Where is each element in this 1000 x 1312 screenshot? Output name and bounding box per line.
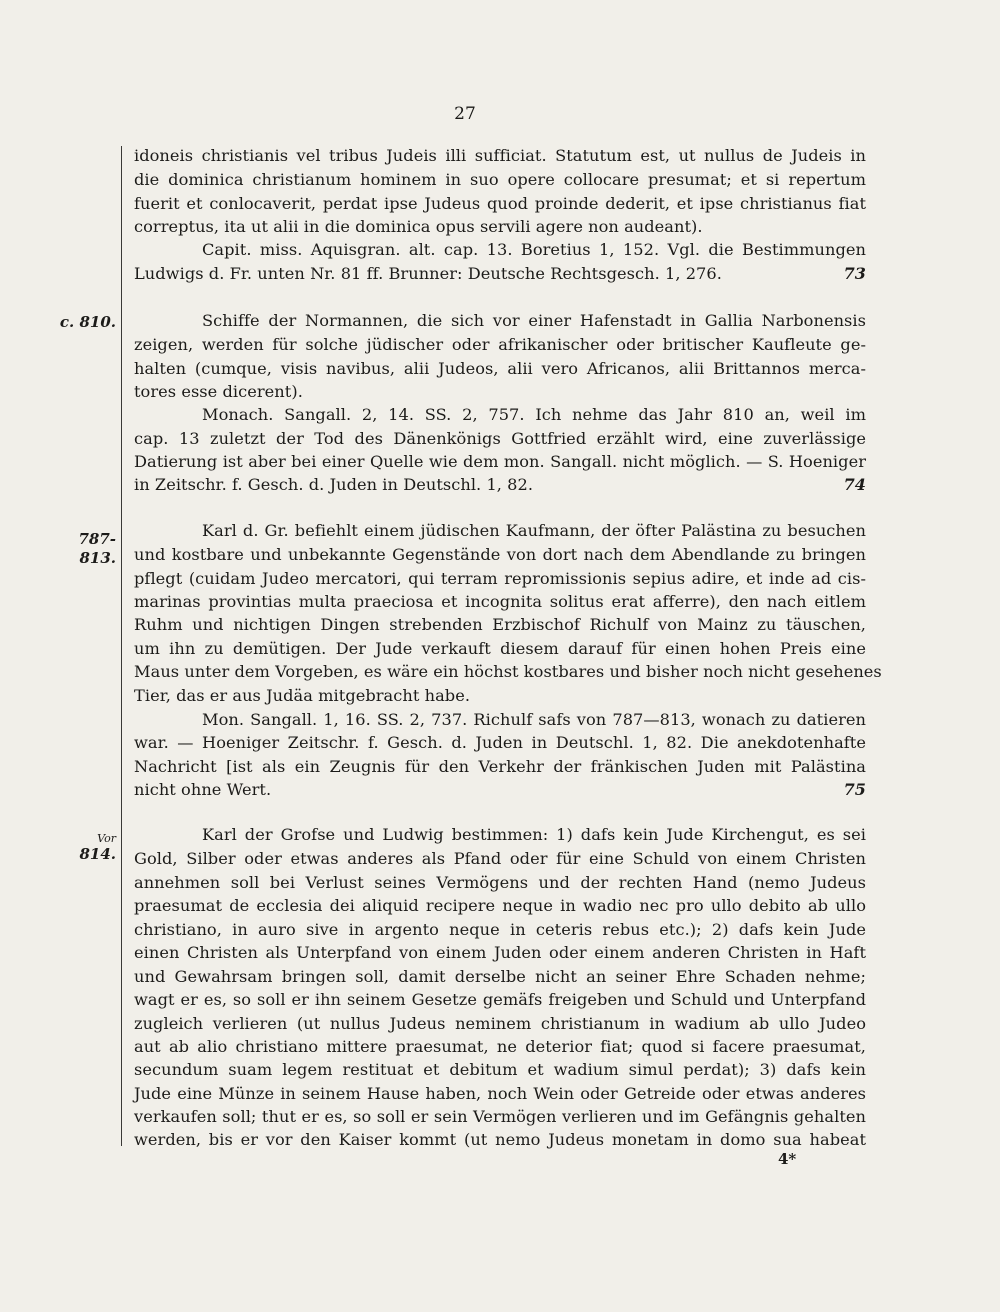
text-line: zeigen, werden für solche jüdischer oder afrikanischer oder britischer Kaufleute ge-	[134, 335, 866, 354]
text-line: um ihn zu demütigen. Der Jude verkauft diesem darauf für einen hohen Preis eine	[134, 639, 866, 658]
entry-number-73: 73	[843, 264, 866, 283]
signature-mark: 4*	[778, 1150, 797, 1168]
text-line: nicht ohne Wert.	[134, 780, 272, 799]
text-line: war. — Hoeniger Zeitschr. f. Gesch. d. Juden in Deutschl. 1, 82. Die anekdotenhafte	[134, 733, 866, 752]
margin-rule	[121, 146, 122, 1146]
text-line: Maus unter dem Vorgeben, es wäre ein höchst kostbares und bisher noch nicht gesehenes	[134, 662, 882, 681]
text-line: verkaufen soll; thut er es, so soll er sein Vermögen verlieren und im Gefängnis gehalten	[134, 1107, 866, 1126]
text-line: Monach. Sangall. 2, 14. SS. 2, 757. Ich nehme das Jahr 810 an, weil im	[202, 405, 866, 424]
margin-date-vor-814	[46, 832, 116, 864]
text-line: die dominica christianum hominem in suo opere collocare presumat; et si repertum	[134, 170, 866, 189]
text-line: secundum suam legem restituat et debitum et wadium simul perdat); 3) dafs kein	[134, 1060, 866, 1079]
text-line: einen Christen als Unterpfand von einem Juden oder einem anderen Christen in Haft	[134, 943, 866, 962]
text-line: fuerit et conlocaverit, perdat ipse Judeus quod proinde dederit, et ipse christianus fiat	[134, 194, 866, 213]
text-line: Datierung ist aber bei einer Quelle wie dem mon. Sangall. nicht möglich. — S. Hoeniger	[134, 452, 866, 471]
text-line: Capit. miss. Aquisgran. alt. cap. 13. Boretius 1, 152. Vgl. die Bestimmungen	[202, 240, 866, 259]
entry-number-75: 75	[843, 780, 866, 799]
text-line: cap. 13 zuletzt der Tod des Dänenkönigs Gottfried erzählt wird, eine zuverlässige	[134, 429, 866, 448]
text-line-with-number	[134, 474, 866, 496]
text-line: halten (cumque, visis navibus, alii Judeos, alii vero Africanos, alii Brittannos merca-	[134, 359, 866, 378]
text-line: wagt er es, so soll er ihn seinem Gesetze gemäfs freigeben und Schuld und Unterpfand	[134, 990, 866, 1009]
text-line: Jude eine Münze in seinem Hause haben, noch Wein oder Getreide oder etwas anderes	[134, 1084, 866, 1103]
margin-date-814: 814.	[79, 845, 116, 863]
text-line: Schiffe der Normannen, die sich vor einer Hafenstadt in Gallia Narbonensis	[202, 311, 866, 330]
text-line: praesumat de ecclesia dei aliquid recipere neque in wadio nec pro ullo debito ab ullo	[134, 896, 866, 915]
text-line: pflegt (cuidam Judeo mercatori, qui terram repromissionis sepius adire, et inde ad cis-	[134, 569, 866, 588]
text-line: Nachricht [ist als ein Zeugnis für den Verkehr der fränkischen Juden mit Palästina	[134, 757, 866, 776]
text-line: tores esse dicerent).	[134, 382, 303, 401]
text-line: werden, bis er vor den Kaiser kommt (ut nemo Judeus monetam in domo sua habeat	[134, 1130, 866, 1149]
text-line: zugleich verlieren (ut nullus Judeus neminem christianum in wadium ab ullo Judeo	[134, 1014, 866, 1033]
text-line-with-number	[134, 779, 866, 801]
text-line: annehmen soll bei Verlust seines Vermögens und der rechten Hand (nemo Judeus	[134, 873, 866, 892]
text-line: Gold, Silber oder etwas anderes als Pfand oder für eine Schuld von einem Christen	[134, 849, 866, 868]
page-number: 27	[454, 104, 476, 124]
text-line: correptus, ita ut alii in die dominica opus servili agere non audeant).	[134, 217, 703, 236]
text-line-with-number	[134, 263, 866, 285]
text-line: und Gewahrsam bringen soll, damit derselbe nicht an seiner Ehre Schaden nehme;	[134, 967, 866, 986]
text-line: Ludwigs d. Fr. unten Nr. 81 ff. Brunner: Deutsche Rechtsgesch. 1, 276.	[134, 264, 722, 283]
margin-date-787-813-line2: 813.	[79, 549, 116, 567]
text-line: und kostbare und unbekannte Gegenstände von dort nach dem Abendlande zu bringen	[134, 545, 866, 564]
margin-date-c810: c. 810.	[59, 313, 116, 331]
text-line: Mon. Sangall. 1, 16. SS. 2, 737. Richulf safs von 787—813, wonach zu datieren	[202, 710, 866, 729]
text-line: marinas provintias multa praeciosa et incognita solitus erat afferre), den nach eitlem	[134, 592, 866, 611]
text-line: aut ab alio christiano mittere praesumat, ne deterior fiat; quod si facere praesumat,	[134, 1037, 866, 1056]
text-line: Karl der Grofse und Ludwig bestimmen: 1) dafs kein Jude Kirchengut, es sei	[202, 825, 866, 844]
text-line: in Zeitschr. f. Gesch. d. Juden in Deutschl. 1, 82.	[134, 475, 534, 494]
entry-number-74: 74	[843, 475, 866, 494]
text-line: Tier, das er aus Judäa mitgebracht habe.	[134, 686, 471, 705]
margin-date-787-813	[46, 530, 116, 568]
margin-date-787-813-line1: 787-	[78, 530, 116, 548]
text-line: idoneis christianis vel tribus Judeis illi sufficiat. Statutum est, ut nullus de Judeis in	[134, 146, 866, 165]
margin-date-vor: Vor	[97, 832, 116, 845]
text-line: christiano, in auro sive in argento neque in ceteris rebus etc.); 2) dafs kein Jude	[134, 920, 866, 939]
text-line: Ruhm und nichtigen Dingen strebenden Erzbischof Richulf von Mainz zu täuschen,	[134, 615, 866, 634]
text-line: Karl d. Gr. befiehlt einem jüdischen Kaufmann, der öfter Palästina zu besuchen	[202, 521, 866, 540]
